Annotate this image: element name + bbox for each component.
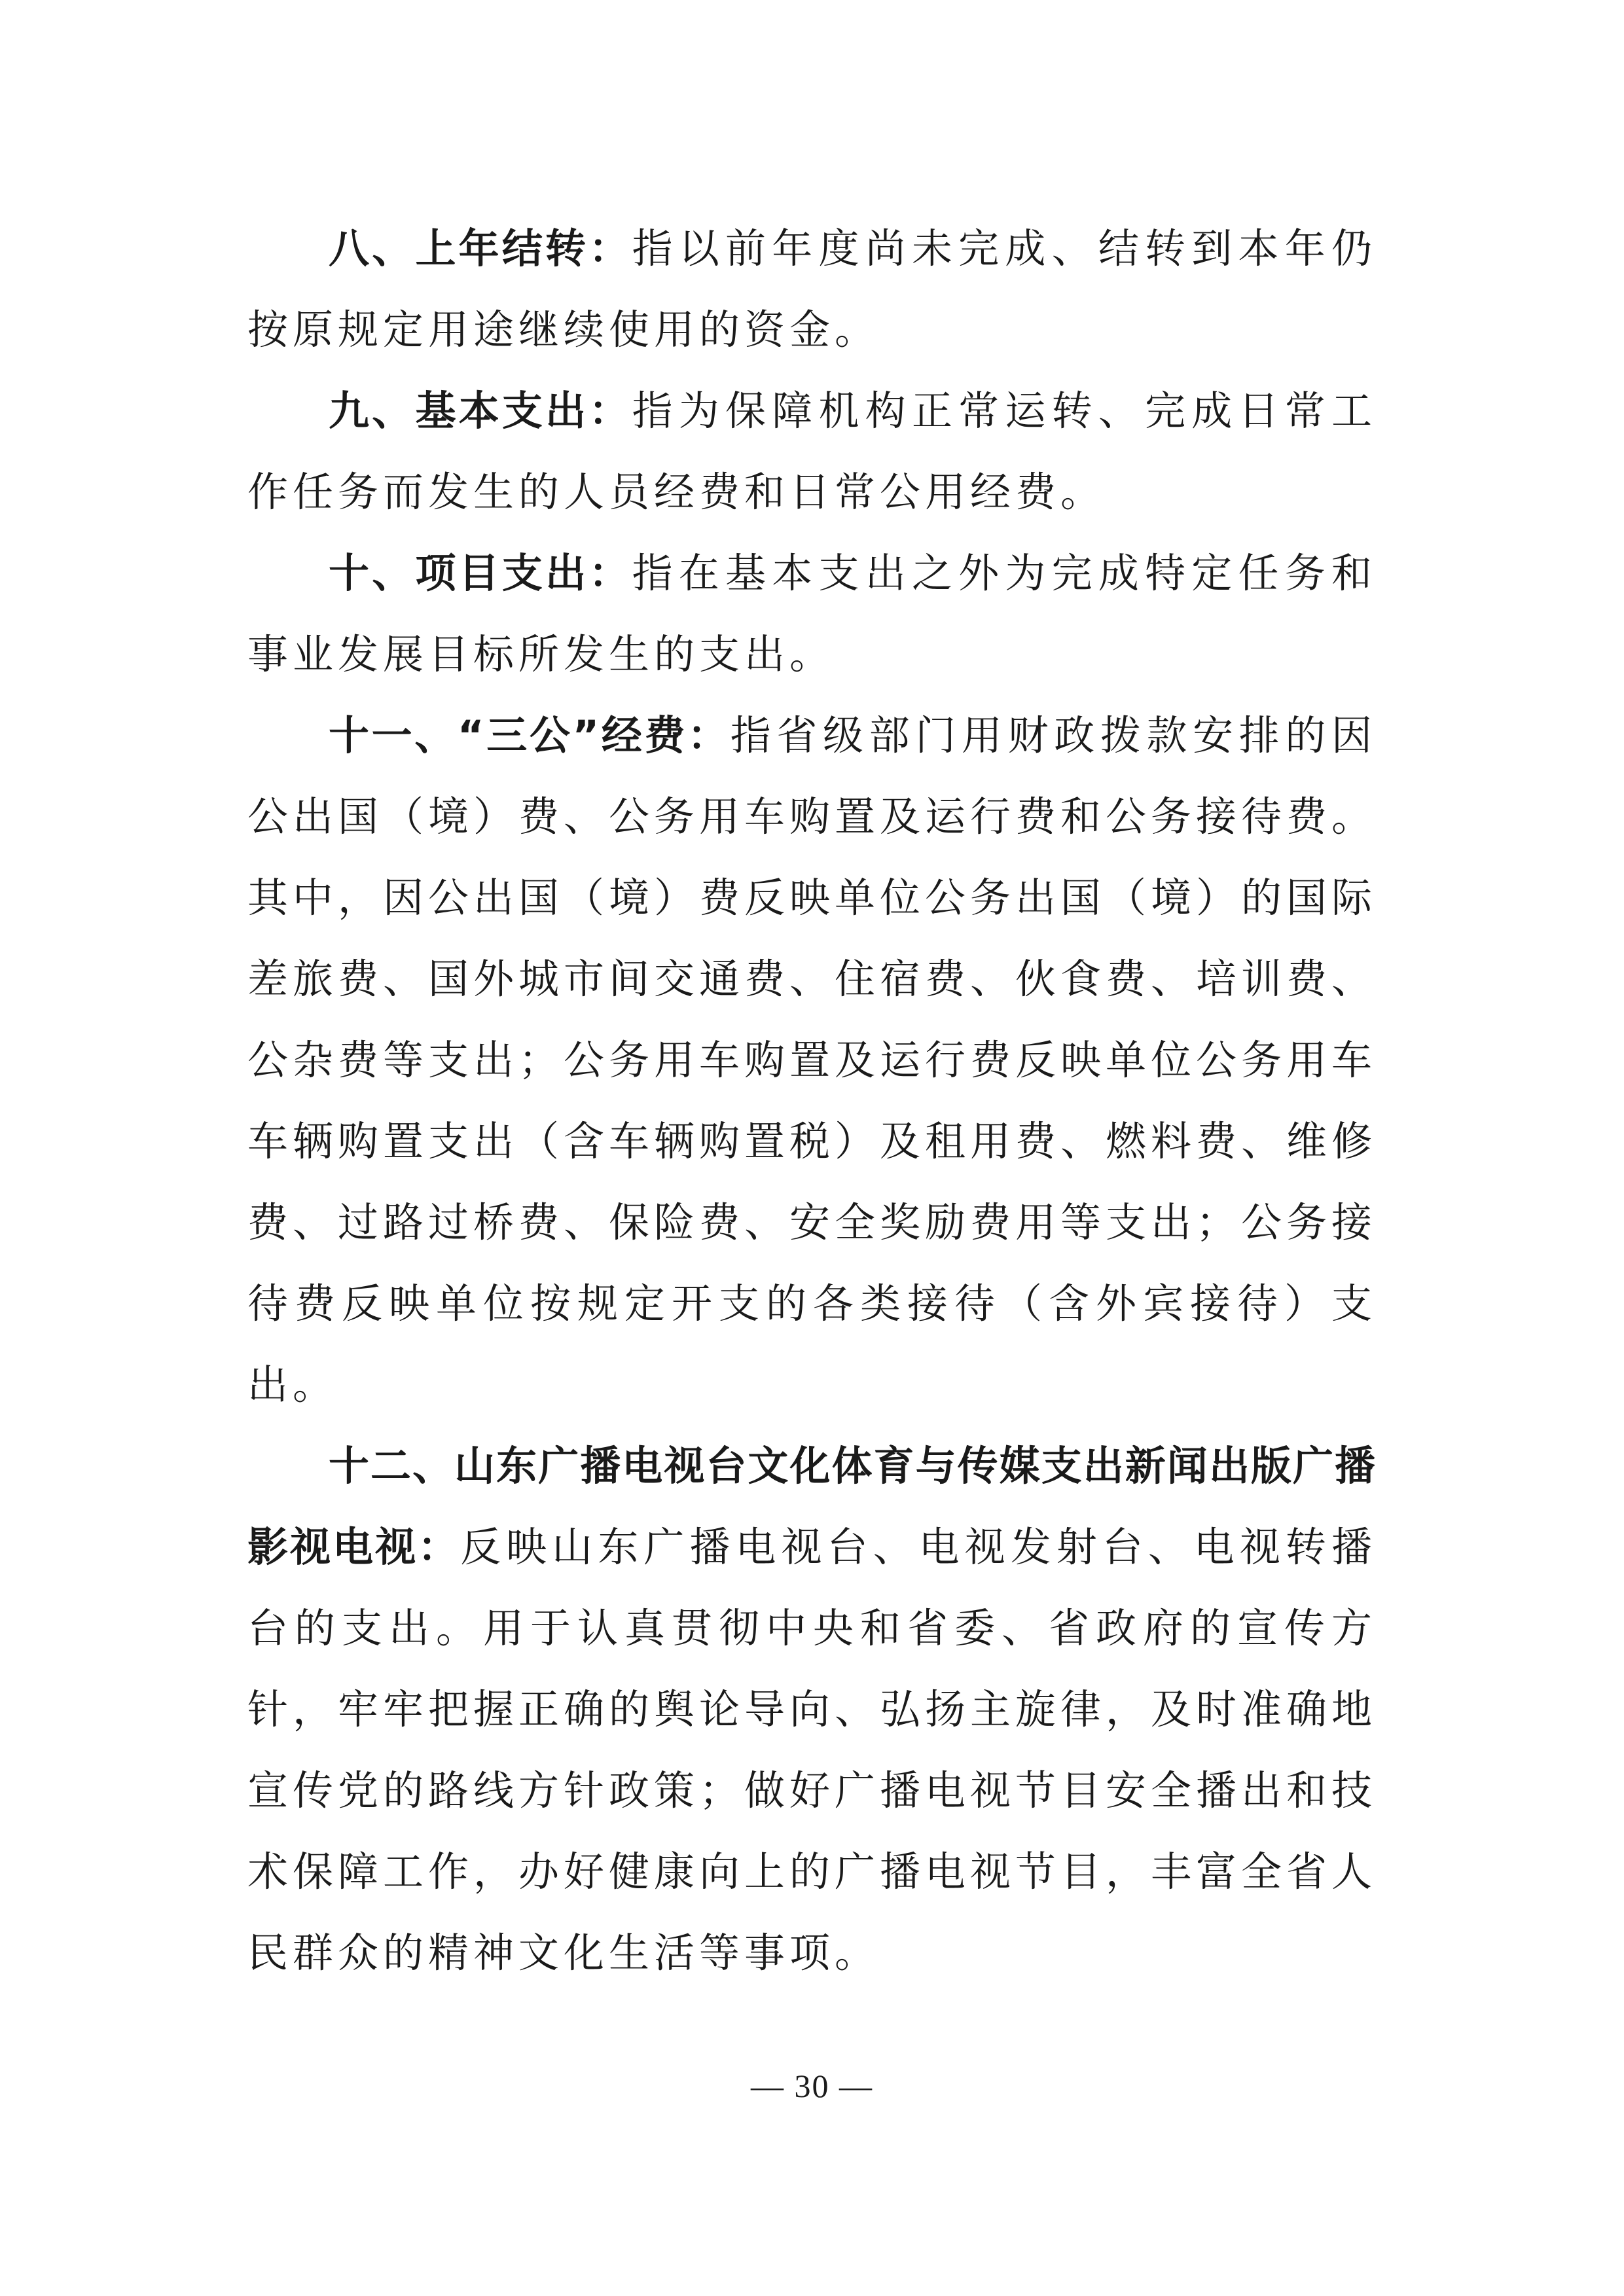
paragraph-broadcasting-expenditure [247, 1426, 1377, 1994]
term-heading: 十二、山东广播电视台文化体育与传媒支出新闻出版广播影视电视： [247, 1442, 1377, 1571]
term-heading: 十、项目支出： [329, 549, 632, 597]
term-heading: 九、基本支出： [329, 387, 632, 435]
paragraph-basic-expenditure [247, 370, 1377, 533]
term-heading: 十一、“三公”经费： [329, 711, 731, 759]
term-definition: 指以前年度尚未完成、结转到本年仍按原规定用途继续使用的资金。 [247, 224, 1377, 353]
term-definition: 指为保障机构正常运转、完成日常工作任务而发生的人员经费和日常公用经费。 [247, 387, 1377, 516]
term-heading: 八、上年结转： [329, 224, 632, 272]
page-number: — 30 — [751, 2068, 873, 2104]
term-definition: 反映山东广播电视台、电视发射台、电视转播台的支出。用于认真贯彻中央和省委、省政府的宣传方针，牢牢把握正确的舆论导向、弘扬主旋律，及时准确地宣传党的路线方针政策；做好广播电视节目安全播出和技术保障工作，办好健康向上的广播电视节目，丰富全省人民群众的精神文化生活等事项。 [247, 1523, 1377, 1977]
paragraph-project-expenditure [247, 533, 1377, 695]
term-definition: 指在基本支出之外为完成特定任务和事业发展目标所发生的支出。 [247, 549, 1377, 678]
body-text [247, 208, 1377, 1994]
term-definition: 指省级部门用财政拨款安排的因公出国（境）费、公务用车购置及运行费和公务接待费。其中，因公出国（境）费反映单位公务出国（境）的国际差旅费、国外城市间交通费、住宿费、伙食费、培训费、公杂费等支出；公务用车购置及运行费反映单位公务用车车辆购置支出（含车辆购置税）及租用费、燃料费、维修费、过路过桥费、保险费、安全奖励费用等支出；公务接待费反映单位按规定开支的各类接待（含外宾接待）支出。 [247, 711, 1377, 1408]
paragraph-three-public-expenses [247, 695, 1377, 1426]
paragraph-carryover [247, 208, 1377, 370]
